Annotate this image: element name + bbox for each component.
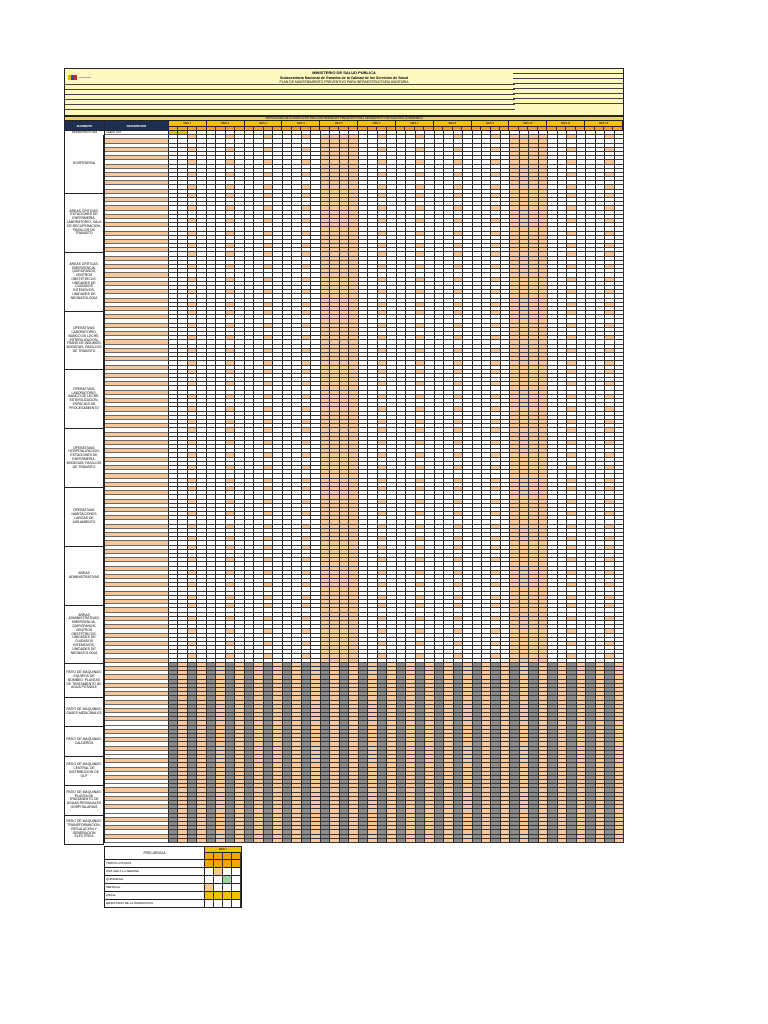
month-label: MES 2 [207,121,244,127]
legend-row [105,859,241,867]
legend-row [105,899,241,907]
legend-row [105,891,241,899]
column-descripcion: DESCRIPCION [105,121,169,131]
grid-body [64,131,624,843]
legend-row [105,875,241,883]
row-description [105,839,169,843]
month-label: MES 5 [320,121,357,127]
column-headers [64,121,624,131]
column-elemento: ELEMENTO [65,121,105,131]
month-label: MES 10 [509,121,546,127]
month-column-12 [585,121,623,130]
ministry-title: MINISTERIO DE SALUD PUBLICA [312,70,376,75]
legend-label: UNA VEZ A LA SEMANA [105,868,205,875]
legend-row [105,867,241,875]
month-column-7 [396,121,434,130]
element-group-4: OPERATIVAS: LABORATORIO, BANCO DE LECHE, ESTERILIZACION, TRANS DE INSUMOS, BODEGAS, PASILLOS DE TRANSITO [64,312,104,371]
element-group-15: PATIO DE MAQUINAS: TRANSFORMACION, REGULACION Y GENERACION ELECTRICA [64,816,104,845]
month-label: MES 8 [434,121,471,127]
legend-month: MES 1 [205,847,241,853]
table-row [64,839,624,843]
header-right-fields [513,69,623,104]
row-description: CHECK LIST [105,131,169,135]
month-column-1 [169,121,207,130]
month-label: MES 7 [396,121,433,127]
element-group-9: AREAS ADMINISTRATIVAS: EMERGENCIA, QUIROFANOS, CENTROS OBSTETRICOS, UNIDADES DE CUIDADOS INTENSIVOS, UNIDADES DE NEONATOLOGIA [64,606,104,665]
month-column-9 [472,121,510,130]
month-column-4 [282,121,320,130]
element-group-5: OPERATIVAS: LABORATORIO, BANCO DE LECHE, ESTERILIZACION, ESPACIOS DE PROCESAMIENTO [64,370,104,429]
month-label: MES 11 [547,121,584,127]
element-cell: INFRAESTRUCTURA [65,131,105,135]
element-group-10: PATIO DE MAQUINAS: EQUIPOS DE BOMBEO, PLANTAS DE TRATAMIENTO DE AGUA POTABLE [64,664,104,698]
month-label: MES 12 [585,121,622,127]
month-column-6 [358,121,396,130]
month-label: MES 3 [245,121,282,127]
legend-label: QUINCENAL [105,876,205,883]
element-group-13: PATIO DE MAQUINAS: CENTRAL DE DISTRIBUCION DE GLP [64,757,104,786]
plan-title: PLAN DE MANTENIMIENTO PREVENTIVO PARA INFRAESTRUCTURA SANITARIA [279,80,409,84]
month-label: MES 4 [282,121,319,127]
month-label: MES 9 [472,121,509,127]
month-column-2 [207,121,245,130]
element-group-12: PATIO DE MAQUINAS: CALDEROS [64,727,104,756]
element-group-2: AREAS CRITICAS: ESTACIONES DE ENFERMERIA, LABORATORIO, SALA DE RECUPERACION, PASILLOS DE TRANSITO [64,194,104,253]
legend-label: RESULTADO DE LA INSPECCION [105,900,205,907]
grid-title: CRONOGRAMA DE PLANIFICACION PARA MANTENIMIENTO PREVENTIVO PARA INFRAESTRUCTURA SANITARIA (INTERIORES) [64,116,624,121]
legend-title: FRECUENCIA [105,847,205,859]
element-group-11: PATIO DE MAQUINAS: GASES MEDICINALES [64,698,104,727]
month-column-10 [509,121,547,130]
legend-label: MENSUAL [105,884,205,891]
schedule-grid [64,116,624,843]
document-header [64,68,624,116]
header-field-7 [513,99,623,104]
month-headers [169,121,624,131]
element-group-6: OPERATIVAS: HOSPITALIZACION, ESTACIONES DE ENFERMERIA, BODEGAS, PASILLOS DE TRANSITO [64,429,104,488]
legend-row [105,883,241,891]
element-group-1: HOSPEDERIA [64,135,104,194]
month-column-8 [434,121,472,130]
frequency-legend [104,846,242,908]
element-group-8: AREAS ADMINISTRATIVAS [64,547,104,606]
month-column-11 [547,121,585,130]
element-group-7: OPERATIVAS: HABITACIONES LARGAS DE AISLAMIENTO [64,488,104,547]
legend-label: TODOS LOS DIAS [105,860,205,867]
legend-label: ANUAL [105,892,205,899]
subsecretaria-title: Subsecretaría Nacional de Garantía de la Calidad de los Servicios de Salud [279,75,409,80]
month-label: MES 6 [358,121,395,127]
element-group-3: AREAS CRITICAS: EMERGENCIA, QUIROFANOS, CENTROS OBSTETRICOS, UNIDADES DE CUIDADOS INTENSIVOS, UNIDADES DE NEONATOLOGIA [64,253,104,312]
month-column-5 [320,121,358,130]
month-label: MES 1 [169,121,206,127]
month-column-3 [245,121,283,130]
element-group-14: PATIO DE MAQUINAS: PLANTA DE TRATAMIENTO DE AGUAS RESIDUALES HOSPITALARIAS [64,786,104,815]
